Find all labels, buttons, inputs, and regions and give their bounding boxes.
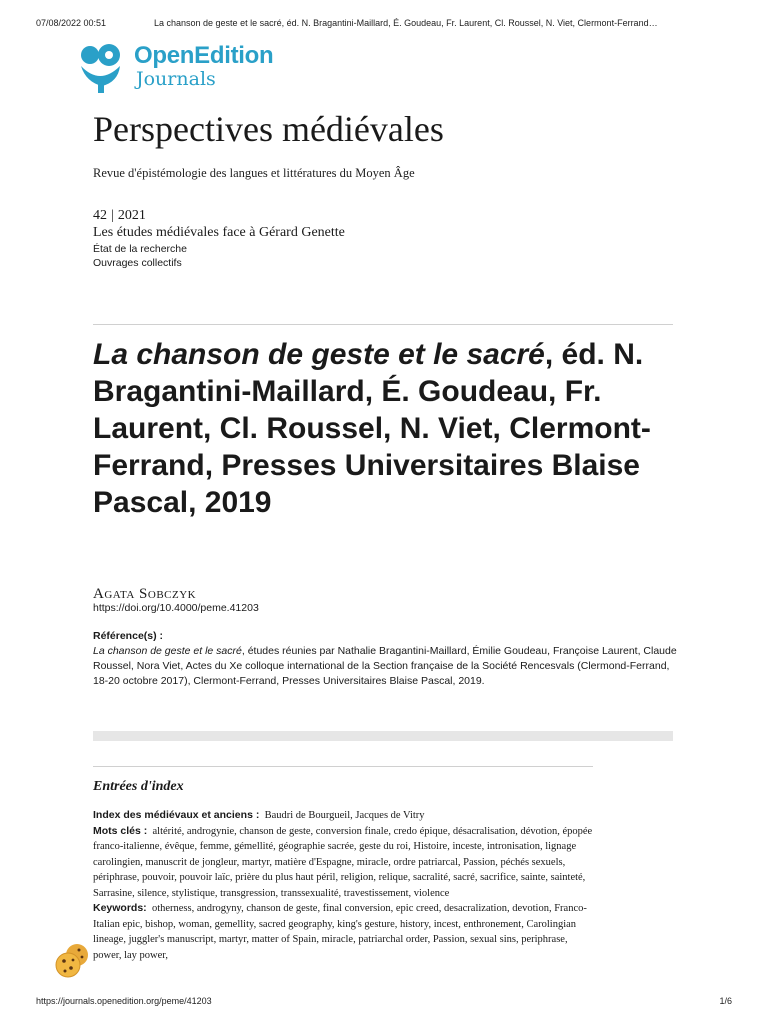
print-header: [36, 18, 732, 28]
reference-body: , études réunies par Nathalie Bragantini-Maillard, Émilie Goudeau, Françoise Laurent, Claude Roussel, Nora Viet, Actes du Xe colloque international de la Section française de la Société Rencesvals (Clermond-Ferrand, 18-20 octobre 2017), Clermont-Ferrand, Presses Universitaires Blaise Pascal, 2019.: [93, 645, 677, 687]
logo-sub: Journals: [136, 68, 216, 90]
index-entry-value[interactable]: Baudri de Bourgueil, Jacques de Vitry: [264, 810, 425, 821]
print-url: https://journals.openedition.org/peme/41203: [36, 996, 212, 1006]
reference-italic: La chanson de geste et le sacré: [93, 645, 242, 657]
issue-separator: |: [111, 208, 114, 223]
index-entry-label: Index des médiévaux et anciens :: [93, 809, 260, 821]
article-doi[interactable]: https://doi.org/10.4000/peme.41203: [93, 602, 259, 614]
article-title-rest: , éd. N. Bragantini-Maillard, É. Goudeau, Fr. Laurent, Cl. Roussel, N. Viet, Clermont-Ferrand, Presses Universitaires Blaise Pascal, 2019: [93, 338, 651, 519]
index-entry: [93, 901, 593, 963]
print-page-number: 1/6: [719, 996, 732, 1006]
reference-text: [93, 644, 678, 689]
index-heading: Entrées d'index: [93, 779, 184, 794]
openedition-logo[interactable]: [78, 40, 338, 96]
article-title-italic: La chanson de geste et le sacré: [93, 338, 545, 371]
print-datetime: 07/08/2022 00:51: [36, 18, 107, 28]
issue-number-line: [93, 208, 345, 224]
cookie-graphic: [53, 940, 93, 980]
openedition-flower-icon: [78, 42, 128, 94]
issue-section[interactable]: État de la recherche: [93, 243, 187, 255]
issue-number[interactable]: 42: [93, 208, 107, 223]
reference-label: Référence(s) :: [93, 630, 164, 642]
grey-bar: [93, 731, 673, 741]
print-footer: [36, 996, 732, 1006]
journal-subtitle: Revue d'épistémologie des langues et littératures du Moyen Âge: [93, 166, 415, 180]
issue-category[interactable]: Ouvrages collectifs: [93, 257, 182, 269]
issue-year: 2021: [117, 208, 146, 223]
issue-theme[interactable]: Les études médiévales face à Gérard Genette: [93, 225, 345, 240]
article-title: [93, 336, 683, 521]
index-entry-value[interactable]: altérité, androgynie, chanson de geste, conversion finale, credo épique, désacralisation, dévotion, épopée franco-italienne, évêque, femme, gémellité, géographie sacrée, geste du roi, Histoire, inceste, intronisation, lignage carolingien, manuscrit de jongleur, martyr, matière d'Espagne, miracle, ordre patriarcal, Passion, péchés sexuels, périphrase, pouvoir, pouvoir laïc, prière du plus haut péril, religion, relique, sacralité, sacré, sacrifice, sainte, sainteté, Sarrasine, silence, stylistique, transgression, transsexualité, travestissement, violence: [93, 825, 593, 899]
cookie-icon[interactable]: [53, 940, 93, 980]
index-entries: [93, 808, 593, 963]
print-page-title: La chanson de geste et le sacré, éd. N. Bragantini-Maillard, É. Goudeau, Fr. Laurent, Cl. Roussel, N. Viet, Clermont-Ferrand…: [154, 18, 658, 28]
journal-title[interactable]: Perspectives médiévales: [93, 109, 444, 149]
index-divider: [93, 766, 593, 767]
index-entry-value[interactable]: otherness, androgyny, chanson de geste, final conversion, epic creed, desacralization, devotion, Franco-Italian epic, bishop, woman, gemellity, sacred geography, king's gesture, history, incest, enthronement, Carolingian lineage, juggler's manuscript, martyr, matter of Spain, miracle, patriarchal order, Passion, sexual sins, periphrase, power, lay power,: [93, 903, 587, 961]
index-entry-label: Keywords:: [93, 902, 147, 914]
logo-brand: OpenEdition: [134, 42, 274, 69]
issue-info: [93, 208, 345, 269]
index-entry: [93, 808, 593, 824]
article-author[interactable]: Agata Sobczyk: [93, 586, 197, 602]
index-entry: [93, 824, 593, 902]
index-entry-label: Mots clés :: [93, 824, 148, 837]
divider: [93, 324, 673, 325]
